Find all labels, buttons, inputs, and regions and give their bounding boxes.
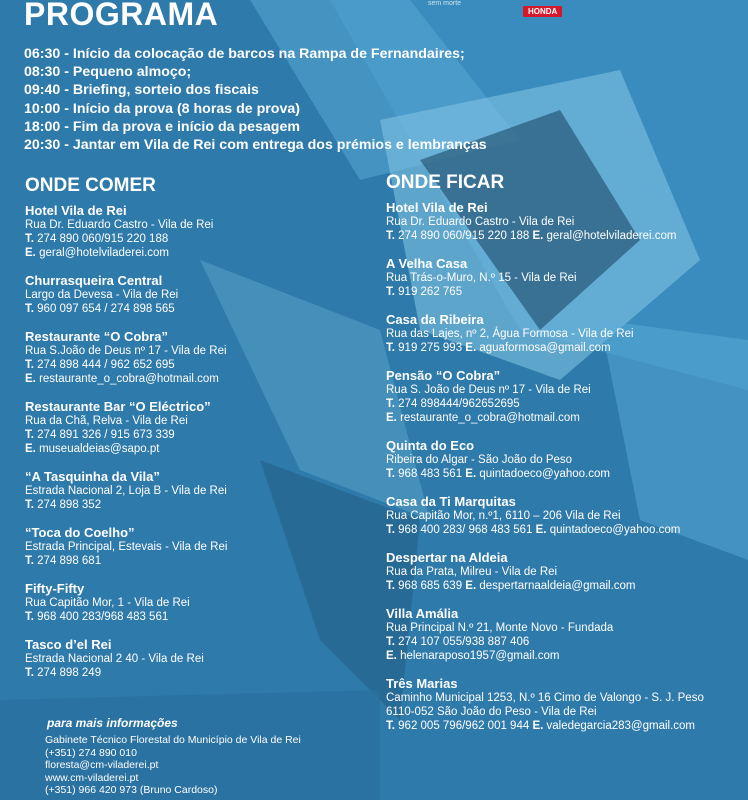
comer-entry-line: Estrada Principal, Estevais - Vila de Rei <box>25 541 228 553</box>
comer-entry-line: T. 274 898 249 <box>25 667 102 679</box>
ficar-entry <box>386 368 704 425</box>
info-line: (+351) 274 890 010 <box>45 746 137 759</box>
ficar-entry <box>386 256 704 299</box>
comer-entry-name: Hotel Vila de Rei <box>25 203 127 218</box>
ficar-entry <box>386 312 704 355</box>
comer-entry-line: T. 960 097 654 / 274 898 565 <box>25 303 175 315</box>
ficar-entry-line: T. 968 685 639 E. despertarnaaldeia@gmail.com <box>386 580 636 592</box>
ficar-entry-name: Hotel Vila de Rei <box>386 200 488 215</box>
ficar-entry-name: Casa da Ti Marquitas <box>386 494 516 509</box>
comer-entry-line: Rua Capitão Mor, 1 - Vila de Rei <box>25 597 190 609</box>
ficar-entry <box>386 438 704 481</box>
ficar-entry-line: Rua Dr. Eduardo Castro - Vila de Rei <box>386 216 575 228</box>
onde-ficar-section <box>386 172 704 746</box>
ficar-entry-line: Rua das Lajes, nº 2, Água Formosa - Vila de Rei <box>386 328 634 340</box>
comer-entry-name: “A Tasquinha da Vila” <box>25 469 160 484</box>
schedule-item: 18:00 - Fim da prova e início da pesagem <box>24 118 300 135</box>
ficar-entry-line: T. 274 898444/962652695 <box>386 398 520 410</box>
comer-entry <box>25 637 227 680</box>
ficar-entry-line: T. 919 275 993 E. aguaformosa@gmail.com <box>386 342 611 354</box>
info-line: Gabinete Técnico Florestal do Município de Vila de Rei <box>45 734 301 746</box>
ficar-entry-line: Rua Trás-o-Muro, N.º 15 - Vila de Rei <box>386 272 577 284</box>
ficar-entry-line: T. 274 890 060/915 220 188 E. geral@hotelviladerei.com <box>386 230 677 242</box>
comer-entry-name: Fifty-Fifty <box>25 581 85 596</box>
comer-entry-line: Rua S.João de Deus nº 17 - Vila de Rei <box>25 345 227 357</box>
ficar-entry-line: T. 968 400 283/ 968 483 561 E. quintadoeco@yahoo.com <box>386 524 681 536</box>
ficar-entry-name: Três Marias <box>386 676 458 691</box>
comer-entry-line: T. 274 898 352 <box>25 499 102 511</box>
ficar-entry-name: Pensão “O Cobra” <box>386 368 501 383</box>
ficar-entry-line: T. 962 005 796/962 001 944 E. valedegarcia283@gmail.com <box>386 720 695 732</box>
comer-entry-name: “Toca do Coelho” <box>25 525 135 540</box>
ficar-entry-name: Casa da Ribeira <box>386 312 484 327</box>
comer-entry-line: Largo da Devesa - Vila de Rei <box>25 289 179 301</box>
honda-logo: HONDA <box>523 6 562 17</box>
schedule-item: 09:40 - Briefing, sorteio dos fiscais <box>24 82 259 99</box>
ficar-entry <box>386 676 704 733</box>
comer-entry-line: E. geral@hotelviladerei.com <box>25 247 170 259</box>
comer-entry-name: Restaurante Bar “O Eléctrico” <box>25 399 211 414</box>
header-small-text: sem morte <box>428 0 462 7</box>
ficar-entry-name: A Velha Casa <box>386 256 468 271</box>
ficar-entry-name: Quinta do Eco <box>386 438 475 453</box>
comer-entry-name: Restaurante “O Cobra” <box>25 329 169 344</box>
ficar-entry <box>386 550 704 593</box>
more-info-heading: para mais informações <box>47 716 178 730</box>
ficar-entry-line: E. helenaraposo1957@gmail.com <box>386 650 560 662</box>
schedule-item: 10:00 - Início da prova (8 horas de prova) <box>24 100 300 117</box>
onde-comer-section <box>25 175 227 693</box>
comer-entry <box>25 329 227 386</box>
info-website[interactable]: www.cm-viladerei.pt <box>45 771 139 784</box>
ficar-entry-name: Despertar na Aldeia <box>386 550 508 565</box>
schedule-item: 20:30 - Jantar em Vila de Rei com entrega dos prémios e lembranças <box>24 137 487 154</box>
comer-entry <box>25 399 227 456</box>
ficar-entry <box>386 494 704 537</box>
schedule-item: 08:30 - Pequeno almoço; <box>24 64 192 81</box>
comer-entry <box>25 581 227 624</box>
info-email[interactable]: floresta@cm-viladerei.pt <box>45 759 159 771</box>
comer-entry <box>25 469 227 512</box>
comer-entry-name: Churrasqueira Central <box>25 273 163 288</box>
schedule-list <box>24 45 487 154</box>
comer-entry-line: Rua da Chã, Relva - Vila de Rei <box>25 415 188 427</box>
ficar-entry-line: Rua Principal N.º 21, Monte Novo - Fundada <box>386 622 614 634</box>
comer-entry-line: T. 274 891 326 / 915 673 339 <box>25 429 175 441</box>
comer-entry-line: Estrada Nacional 2 40 - Vila de Rei <box>25 653 204 665</box>
comer-entry-line: E. restaurante_o_cobra@hotmail.com <box>25 373 219 385</box>
comer-entry <box>25 525 227 568</box>
comer-entry-line: T. 274 898 444 / 962 652 695 <box>25 359 175 371</box>
comer-entry-line: T. 968 400 283/968 483 561 <box>25 611 169 623</box>
comer-entry <box>25 203 227 260</box>
comer-entry-line: T. 274 898 681 <box>25 555 102 567</box>
onde-ficar-heading: ONDE FICAR <box>386 172 505 193</box>
more-info <box>45 716 301 797</box>
ficar-entry-line: Rua S. João de Deus nº 17 - Vila de Rei <box>386 384 591 396</box>
ficar-entry-line: 6110-052 São João do Peso - Vila de Rei <box>386 706 597 718</box>
ficar-entry-name: Villa Amália <box>386 606 459 621</box>
page-title: PROGRAMA <box>24 0 219 32</box>
comer-entry <box>25 273 227 316</box>
comer-entry-line: Estrada Nacional 2, Loja B - Vila de Rei <box>25 485 227 497</box>
ficar-entry <box>386 200 704 243</box>
ficar-entry-line: Rua Capitão Mor, n.º1, 6110 – 206 Vila de Rei <box>386 510 621 522</box>
comer-entry-name: Tasco d’el Rei <box>25 637 112 652</box>
comer-entry-line: T. 274 890 060/915 220 188 <box>25 233 169 245</box>
ficar-entry-line: Ribeira do Algar - São João do Peso <box>386 454 573 466</box>
comer-entry-line: Rua Dr. Eduardo Castro - Vila de Rei <box>25 219 214 231</box>
ficar-entry-line: Caminho Municipal 1253, N.º 16 Cimo de Valongo - S. J. Peso <box>386 692 704 704</box>
ficar-entry-line: E. restaurante_o_cobra@hotmail.com <box>386 412 580 424</box>
info-line: (+351) 966 420 973 (Bruno Cardoso) <box>45 784 218 796</box>
ficar-entry <box>386 606 704 663</box>
onde-comer-heading: ONDE COMER <box>25 175 156 196</box>
ficar-entry-line: T. 274 107 055/938 887 406 <box>386 636 530 648</box>
ficar-entry-line: T. 968 483 561 E. quintadoeco@yahoo.com <box>386 468 610 480</box>
comer-entry-line: E. museualdeias@sapo.pt <box>25 443 160 455</box>
ficar-entry-line: T. 919 262 765 <box>386 286 463 298</box>
schedule-item: 06:30 - Início da colocação de barcos na Rampa de Fernandaires; <box>24 46 465 62</box>
ficar-entry-line: Rua da Prata, Milreu - Vila de Rei <box>386 566 558 578</box>
